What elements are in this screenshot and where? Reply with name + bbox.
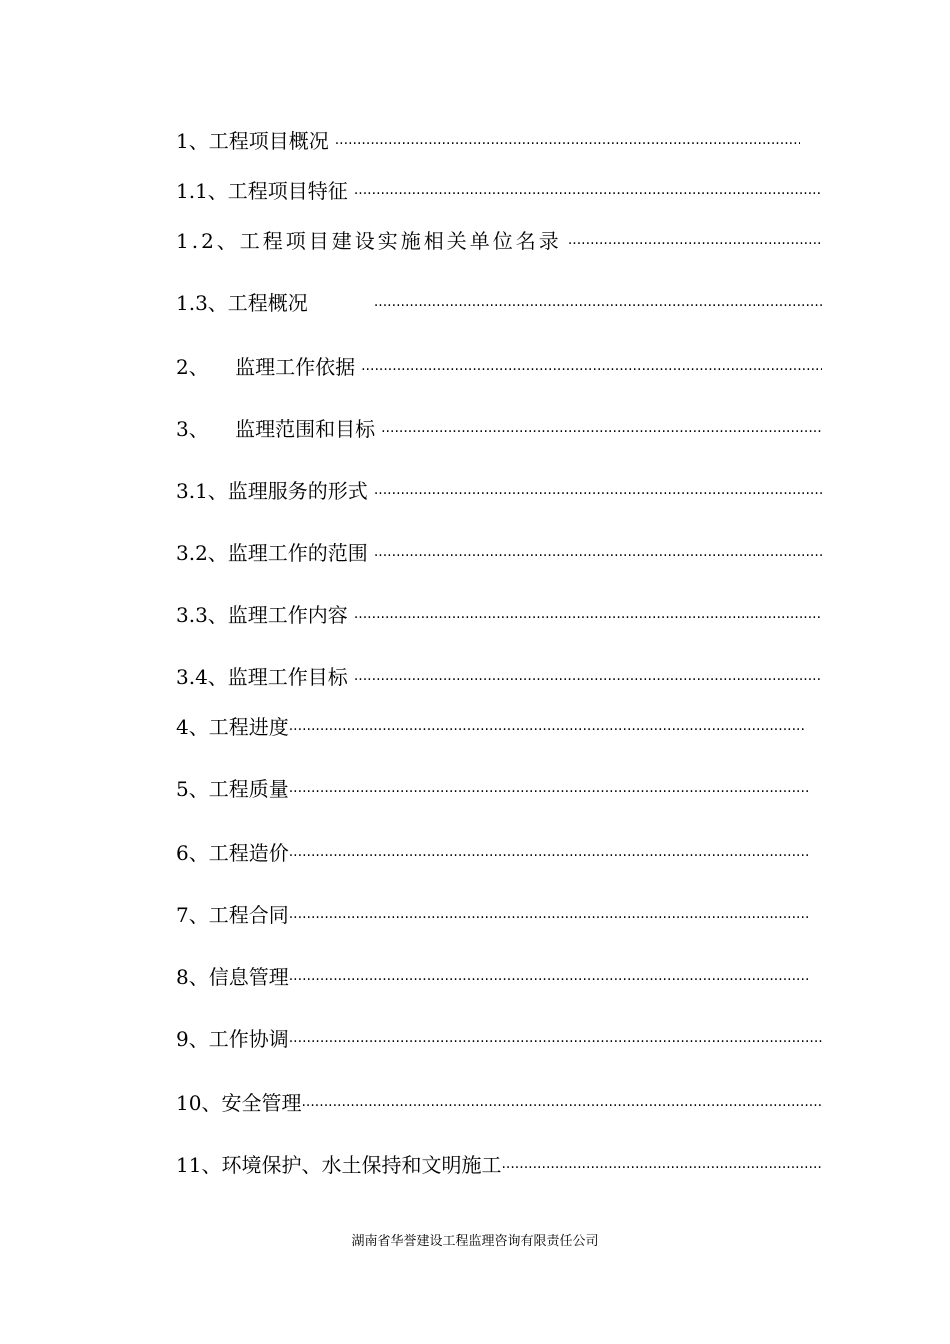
- toc-entry-1: [176, 126, 800, 156]
- toc-leader-dots: [354, 179, 822, 209]
- toc-entry-9: [176, 1024, 822, 1054]
- toc-leader-dots: [301, 1091, 822, 1121]
- toc-entry-1-3: [176, 288, 822, 318]
- toc-leader-dots: [289, 841, 808, 871]
- toc-entry-text: 3.4、监理工作目标: [176, 665, 348, 689]
- toc-entry-11: [176, 1150, 822, 1180]
- toc-entry-text: 1.1、工程项目特征: [176, 179, 348, 203]
- toc-entry-3-4: [176, 662, 822, 692]
- toc-entry-10: [176, 1088, 822, 1118]
- toc-entry-text: 9、工作协调: [176, 1027, 289, 1051]
- toc-entry-7: [176, 900, 810, 930]
- toc-entry-text: 11、环境保护、水土保持和文明施工: [176, 1153, 502, 1177]
- toc-entry-text: 7、工程合同: [176, 903, 289, 927]
- toc-leader-dots: [289, 965, 810, 995]
- toc-leader-dots: [568, 229, 822, 259]
- toc-entry-text: 1、工程项目概况: [176, 129, 329, 153]
- toc-leader-dots: [354, 665, 822, 695]
- toc-entry-text: 3、 监理范围和目标: [176, 417, 376, 441]
- toc-entry-text: 1.2、工程项目建设实施相关单位名录: [176, 229, 562, 253]
- toc-leader-dots: [289, 715, 806, 745]
- toc-leader-dots: [381, 417, 822, 447]
- toc-leader-dots: [374, 541, 822, 571]
- toc-leader-dots: [289, 1027, 822, 1057]
- toc-entry-1-1: [176, 176, 822, 206]
- toc-leader-dots: [374, 291, 822, 321]
- toc-entry-3-1: [176, 476, 822, 506]
- toc-entry-4: [176, 712, 806, 742]
- toc-entry-text: 3.2、监理工作的范围: [176, 541, 368, 565]
- toc-entry-text: 2、 监理工作依据: [176, 355, 356, 379]
- toc-leader-dots: [374, 479, 822, 509]
- toc-entry-text: 8、信息管理: [176, 965, 289, 989]
- toc-leader-dots: [289, 777, 810, 807]
- toc-entry-5: [176, 774, 810, 804]
- toc-entry-text: 6、工程造价: [176, 841, 289, 865]
- toc-entry-8: [176, 962, 810, 992]
- toc-entry-3-2: [176, 538, 822, 568]
- toc-entry-text: 3.3、监理工作内容: [176, 603, 348, 627]
- toc-entry-text: 4、工程进度: [176, 715, 289, 739]
- toc-entry-1-2: [176, 226, 822, 256]
- toc-leader-dots: [335, 129, 800, 159]
- toc-entry-3-3: [176, 600, 822, 630]
- toc-entry-text: 1.3、工程概况: [176, 291, 308, 315]
- toc-entry-text: 3.1、监理服务的形式: [176, 479, 368, 503]
- toc-entry-6: [176, 838, 808, 868]
- toc-leader-dots: [361, 355, 822, 385]
- toc-entry-3: [176, 414, 822, 444]
- toc-leader-dots: [354, 603, 822, 633]
- toc-entry-text: 5、工程质量: [176, 777, 289, 801]
- toc-entry-2: [176, 352, 822, 382]
- toc-leader-dots: [501, 1153, 822, 1183]
- page-footer-company: 湖南省华誉建设工程监理咨询有限责任公司: [351, 1234, 599, 1249]
- toc-leader-dots: [289, 903, 810, 933]
- toc-entry-text: 10、安全管理: [176, 1091, 302, 1115]
